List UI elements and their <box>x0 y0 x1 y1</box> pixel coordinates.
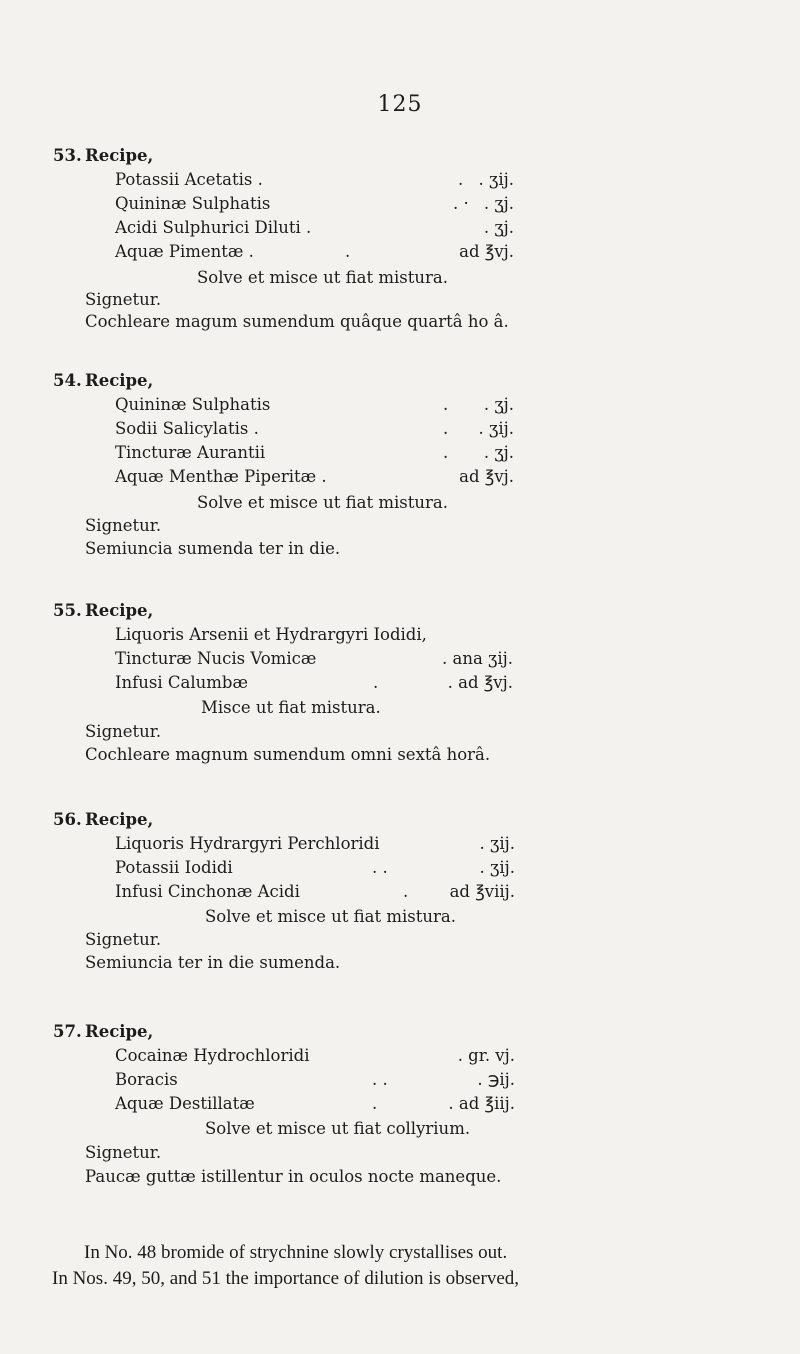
direction: Semiuncia ter in die sumenda. <box>85 953 341 972</box>
ingredient-name: Tincturæ Aurantii <box>115 443 266 462</box>
ingredient-name: Cocainæ Hydrochloridi <box>115 1046 310 1065</box>
ingredient-name: Aquæ Menthæ Piperitæ . <box>115 467 327 486</box>
ingredient-name: Quininæ Sulphatis <box>115 194 271 213</box>
ingredient-amount: . ad ℥iij. <box>448 1094 515 1113</box>
direction: Paucæ guttæ istillentur in oculos nocte maneque. <box>85 1167 502 1186</box>
recipe-number: 56. <box>53 810 82 829</box>
footer-line-1: In No. 48 bromide of strychnine slowly crystallises out. <box>84 1242 508 1263</box>
ingredient-name: Infusi Cinchonæ Acidi <box>115 882 300 901</box>
ingredient-amount: ad ℥viij. <box>449 882 515 901</box>
ingredient-amount: . ℈ij. <box>477 1070 515 1089</box>
ingredient-amount: . ʒj. <box>483 194 514 213</box>
ingredient-name: Sodii Salicylatis . <box>115 419 259 438</box>
ingredient-dots: . <box>345 242 351 261</box>
ingredient-dots: . <box>372 1094 378 1113</box>
instruction: Solve et misce ut fiat mistura. <box>197 268 448 287</box>
ingredient-dots: . . <box>372 858 388 877</box>
ingredient-amount: . ad ℥vj. <box>447 673 513 692</box>
ingredient-dots: . <box>458 170 464 189</box>
ingredient-dots: . . <box>372 1070 388 1089</box>
ingredient-amount: . ana ʒij. <box>442 649 513 668</box>
ingredient-dots: . <box>403 882 409 901</box>
ingredient-amount: ad ℥vj. <box>459 467 514 486</box>
ingredient-name: Boracis <box>115 1070 178 1089</box>
ingredient-amount: . ʒij. <box>479 858 515 877</box>
ingredient-amount: . ʒij. <box>479 834 515 853</box>
instruction: Solve et misce ut fiat collyrium. <box>205 1119 471 1138</box>
ingredient-amount: . gr. vj. <box>457 1046 515 1065</box>
signetur: Signetur. <box>85 516 162 535</box>
ingredient-name: Infusi Calumbæ <box>115 673 248 692</box>
ingredient-amount: . ʒj. <box>483 395 514 414</box>
ingredient-amount: . ʒij. <box>478 170 514 189</box>
signetur: Signetur. <box>85 290 162 309</box>
recipe-number: 53. <box>53 146 82 165</box>
ingredient-dots: . <box>443 419 449 438</box>
ingredient-dots: . · <box>453 194 469 213</box>
direction: Semiuncia sumenda ter in die. <box>85 539 341 558</box>
ingredient-amount: . ʒj. <box>483 218 514 237</box>
ingredient-amount: . ʒij. <box>478 419 514 438</box>
recipe-number: 57. <box>53 1022 82 1041</box>
signetur: Signetur. <box>85 930 162 949</box>
recipe-header: Recipe, <box>85 146 154 165</box>
direction: Cochleare magnum sumendum omni sextâ horâ. <box>85 745 491 764</box>
instruction: Misce ut fiat mistura. <box>201 698 381 717</box>
recipe-number: 54. <box>53 371 82 390</box>
signetur: Signetur. <box>85 1143 162 1162</box>
ingredient-name: Tincturæ Nucis Vomicæ <box>115 649 317 668</box>
ingredient-dots: . <box>373 673 379 692</box>
ingredient-amount: ad ℥vj. <box>459 242 514 261</box>
ingredient-name: Potassii Acetatis . <box>115 170 263 189</box>
ingredient-name: Aquæ Pimentæ . <box>115 242 254 261</box>
recipe-header: Recipe, <box>85 810 154 829</box>
direction: Cochleare magum sumendum quâque quartâ ho â. <box>85 312 509 331</box>
recipe-header: Recipe, <box>85 601 154 620</box>
recipe-number: 55. <box>53 601 82 620</box>
ingredient-name: Aquæ Destillatæ <box>115 1094 255 1113</box>
recipe-header: Recipe, <box>85 371 154 390</box>
instruction: Solve et misce ut fiat mistura. <box>205 907 456 926</box>
page-number: 125 <box>377 92 423 117</box>
ingredient-name: Liquoris Arsenii et Hydrargyri Iodidi, <box>115 625 427 644</box>
recipe-header: Recipe, <box>85 1022 154 1041</box>
instruction: Solve et misce ut fiat mistura. <box>197 493 448 512</box>
ingredient-amount: . ʒj. <box>483 443 514 462</box>
ingredient-name: Quininæ Sulphatis <box>115 395 271 414</box>
ingredient-name: Acidi Sulphurici Diluti . <box>115 218 312 237</box>
ingredient-dots: . <box>443 443 449 462</box>
ingredient-dots: . <box>443 395 449 414</box>
ingredient-name: Potassii Iodidi <box>115 858 233 877</box>
signetur: Signetur. <box>85 722 162 741</box>
ingredient-name: Liquoris Hydrargyri Perchloridi <box>115 834 380 853</box>
footer-line-2: In Nos. 49, 50, and 51 the importance of dilution is observed, <box>52 1268 520 1289</box>
